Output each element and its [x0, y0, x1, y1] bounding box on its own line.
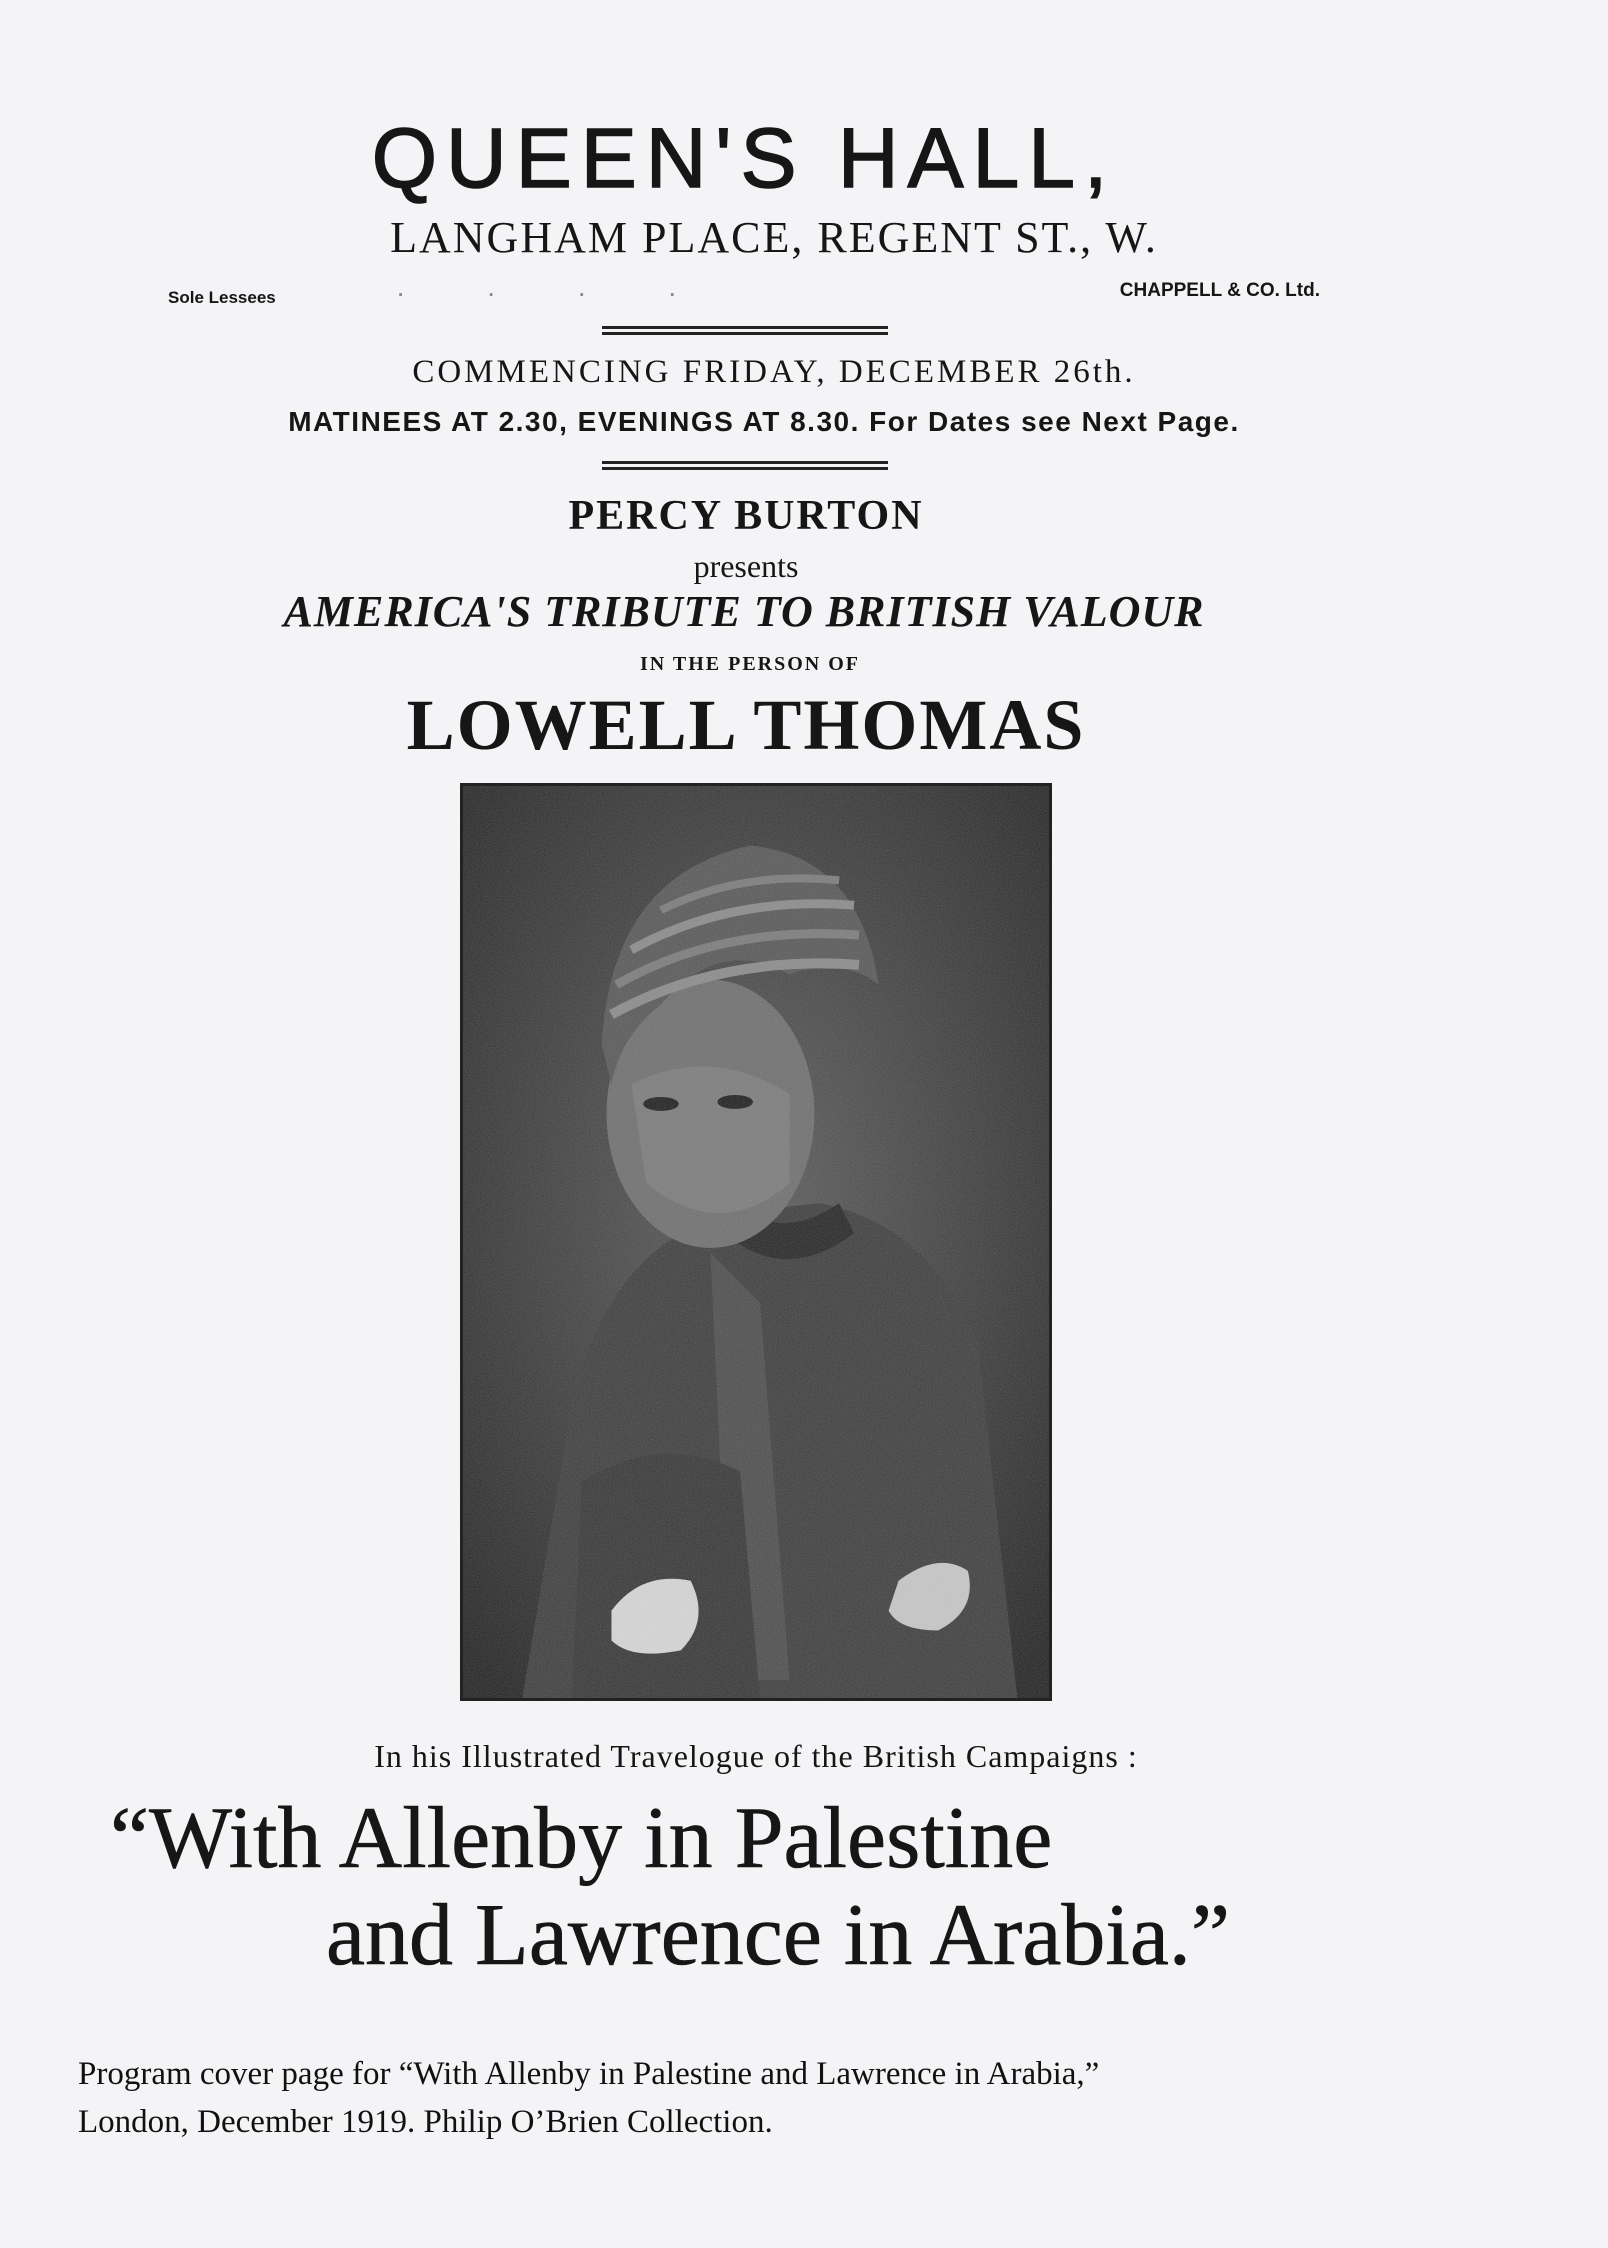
venue-title: QUEEN'S HALL, — [371, 111, 1117, 205]
lecture-title-line-1: “With Allenby in Palestine — [110, 1790, 1053, 1887]
lessees-name: CHAPPELL & CO. Ltd. — [1119, 280, 1320, 301]
lowell-thomas-portrait — [460, 783, 1052, 1701]
commencing-date: COMMENCING FRIDAY, DECEMBER 26th. — [412, 354, 1136, 390]
caption-line-2: London, December 1919. Philip O’Brien Collection. — [78, 2104, 773, 2140]
caption-line-1: Program cover page for “With Allenby in Palestine and Lawrence in Arabia,” — [78, 2056, 1100, 2092]
presents-label: presents — [693, 548, 799, 584]
double-rule-divider — [602, 461, 888, 470]
lessees-row — [168, 280, 1320, 310]
lessees-label: Sole Lessees — [168, 288, 276, 307]
star-name: LOWELL THOMAS — [406, 685, 1086, 765]
presenter-name: PERCY BURTON — [568, 493, 924, 539]
travelogue-intro: In his Illustrated Travelogue of the British Campaigns : — [374, 1738, 1138, 1774]
portrait-photo-image — [463, 786, 1049, 1698]
in-the-person-of-label: IN THE PERSON OF — [640, 653, 860, 675]
lessees-dots: . . . . — [398, 280, 715, 301]
double-rule-divider — [602, 326, 888, 335]
lecture-title-line-2: and Lawrence in Arabia.” — [326, 1887, 1230, 1984]
tribute-heading: AMERICA'S TRIBUTE TO BRITISH VALOUR — [283, 587, 1205, 636]
show-times: MATINEES AT 2.30, EVENINGS AT 8.30. For Dates see Next Page. — [288, 406, 1240, 437]
caption — [78, 2050, 1478, 2146]
venue-address: LANGHAM PLACE, REGENT ST., W. — [390, 213, 1158, 262]
